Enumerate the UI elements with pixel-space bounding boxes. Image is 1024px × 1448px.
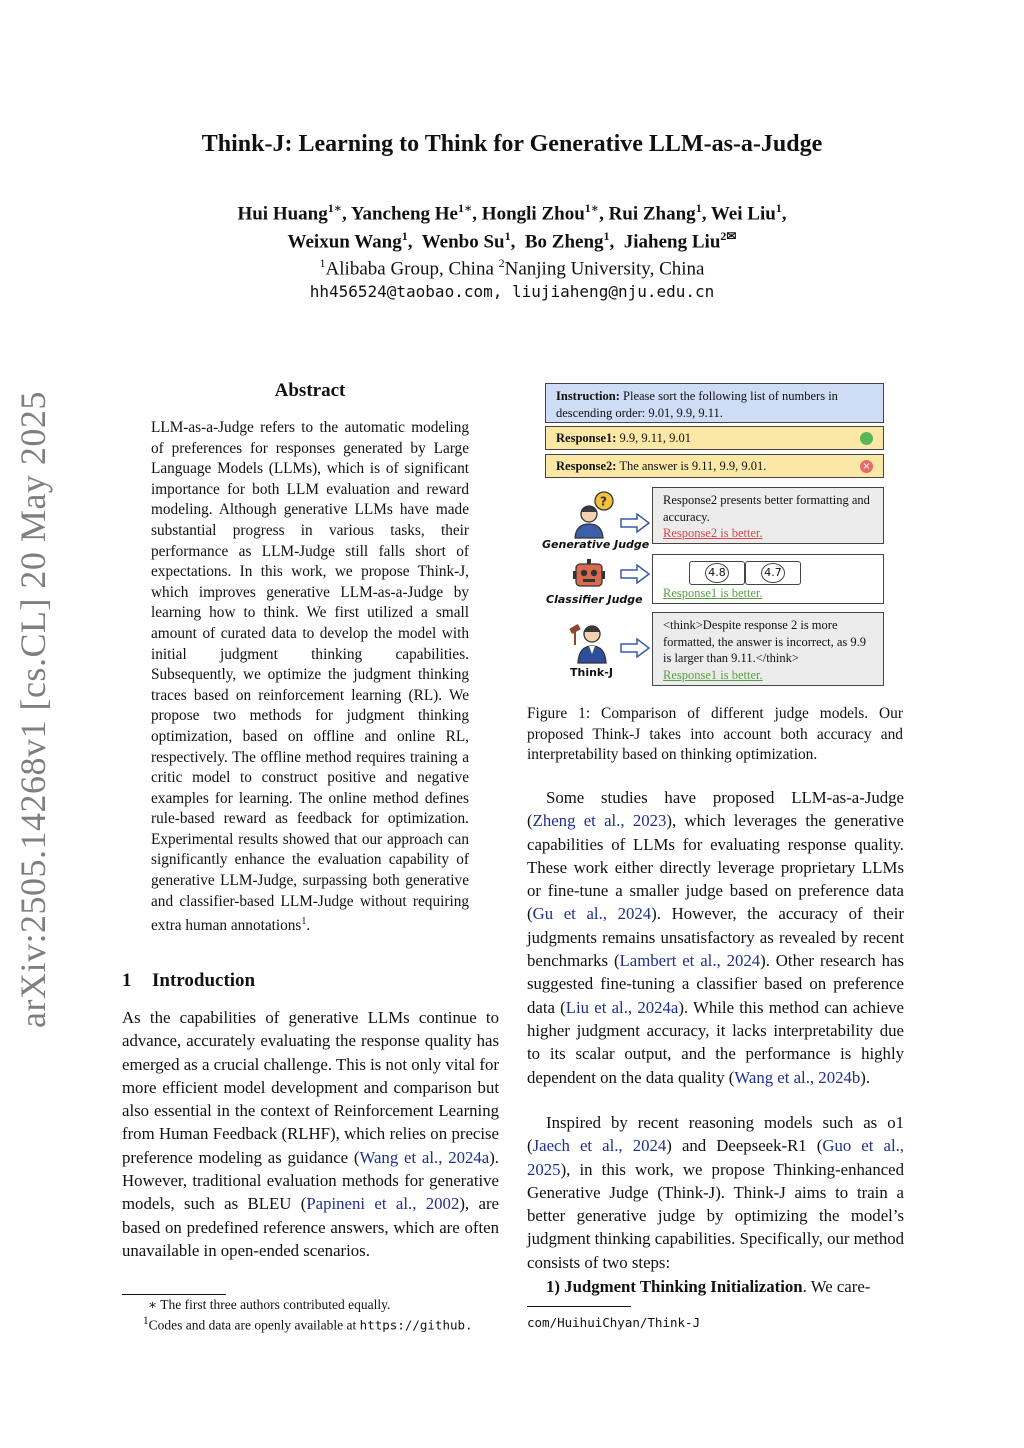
text-run: ).	[860, 1067, 871, 1087]
section-heading-introduction	[122, 970, 502, 992]
author-name: Wei Liu	[710, 203, 776, 225]
github-link-continuation[interactable]: com/HuihuiChyan/Think-J	[527, 1315, 701, 1330]
text-run: Some studies have proposed LLM-as-a-Judge (	[527, 788, 904, 831]
text-run: Inspired by recent reasoning models such as o1 (	[527, 1113, 904, 1156]
footnote-rule	[122, 1294, 226, 1295]
score-value: 4.8	[705, 563, 729, 583]
step-title: 1) Judgment Thinking Initialization	[546, 1277, 803, 1296]
footnote-text: Codes and data are openly available at	[148, 1317, 360, 1333]
footnote-sup: 1	[143, 1315, 149, 1327]
generative-judge-output	[652, 487, 884, 544]
classifier-verdict: Response1 is better.	[663, 586, 763, 600]
right-paragraph-3	[527, 1275, 904, 1298]
text-run: As the capabilities of generative LLMs continue to advance, accurately evaluating the response quality has emerged as a crucial challenge. This is not only vital for more efficient model development and comparison but also essential in the context of Reinforcement Learning from Human Feedback (RLHF), which relies on precise preference modeling as guidance (	[122, 1008, 499, 1167]
instruction-label: Instruction:	[556, 389, 620, 403]
classifier-judge-robot-icon	[572, 558, 608, 592]
citation-link[interactable]: Wang et al., 2024b	[734, 1067, 861, 1087]
affiliations	[0, 256, 1024, 280]
footnote-mark: 1	[301, 916, 307, 928]
arrow-right-icon	[620, 513, 650, 533]
github-link[interactable]: https://github.	[359, 1317, 473, 1333]
text-run: ) and Deepseek-R1 (	[666, 1136, 823, 1156]
author-sup: 1	[775, 201, 782, 215]
author-name: Jiaheng Liu	[623, 231, 721, 253]
section-title: Introduction	[152, 970, 256, 991]
score-box-response2	[745, 561, 801, 585]
author-sup: 2✉	[720, 229, 737, 243]
svg-text:?: ?	[600, 494, 607, 509]
intro-paragraph	[122, 1006, 499, 1262]
classifier-judge-label: Classifier Judge	[546, 593, 643, 606]
author-name: Wenbo Su	[421, 231, 505, 253]
abstract-end: .	[306, 917, 311, 935]
right-paragraph-1	[527, 786, 904, 1089]
author-name: Hongli Zhou	[481, 203, 585, 225]
classifier-judge-output	[652, 554, 884, 604]
author-sup: 1	[695, 201, 702, 215]
abstract-text	[151, 418, 469, 937]
arxiv-side-stamp: arXiv:2505.14268v1 [cs.CL] 20 May 2025	[13, 391, 53, 1028]
text-run: ). However, traditional evaluation methods for generative models, such as BLEU (	[122, 1147, 499, 1214]
author-sup: 1∗	[458, 201, 473, 215]
author-name: Rui Zhang	[608, 203, 696, 225]
thinkj-explanation: <think>Despite response 2 is more formatted, the answer is incorrect, as 9.9 is larger than 9.11.</think>	[663, 618, 867, 665]
footnote-1: ∗ The first three authors contributed equally.	[148, 1297, 391, 1312]
instruction-box	[545, 383, 884, 423]
citation-link[interactable]: Wang et al., 2024a	[359, 1147, 490, 1167]
author-name: Yancheng He	[350, 203, 458, 225]
citation-link[interactable]: Jaech et al., 2024	[532, 1136, 667, 1156]
citation-link[interactable]: Lambert et al., 2024	[619, 951, 761, 971]
author-sup: 1	[504, 229, 511, 243]
author-sup: 1∗	[584, 201, 600, 215]
thinkj-output	[652, 612, 884, 686]
author-name: Bo Zheng	[524, 231, 604, 253]
response2-text: The answer is 9.11, 9.9, 9.01.	[616, 459, 767, 473]
thinkj-label: Think-J	[570, 666, 613, 679]
generative-explanation: Response2 presents better formatting and accuracy.	[663, 493, 870, 524]
instruction-text: Please sort the following list of numbers in descending order: 9.01, 9.9, 9.11.	[556, 389, 838, 420]
affil-sup: 2	[498, 256, 505, 270]
author-line-2: Weixun Wang$^1$, Wenbo Su$^1$, Bo Zheng$^1$, Jiaheng Liu$^{2✉}$	[287, 229, 737, 253]
affil-sup: 1	[319, 256, 326, 270]
generative-judge-label: Generative Judge	[542, 538, 650, 551]
thinkj-verdict: Response1 is better.	[663, 667, 763, 682]
figure-caption: Figure 1: Comparison of different judge models. Our proposed Think-J takes into account both accuracy and interpretability based on thinking optimization.	[527, 705, 903, 764]
citation-link[interactable]: Papineni et al., 2002	[306, 1194, 460, 1214]
author-sup: 1	[603, 229, 610, 243]
arrow-right-icon	[620, 564, 650, 584]
affil-org-1: Alibaba Group, China	[325, 258, 499, 280]
paper-title: Think-J: Learning to Think for Generative LLM-as-a-Judge	[201, 131, 823, 157]
response2-label: Response2:	[556, 459, 617, 473]
cross-icon: ×	[860, 460, 873, 473]
citation-link[interactable]: Gu et al., 2024	[532, 904, 652, 924]
arrow-right-icon	[620, 638, 650, 658]
citation-link[interactable]: Liu et al., 2024a	[565, 997, 679, 1017]
response1-box	[545, 426, 884, 450]
citation-link[interactable]: Guo et al., 2025	[527, 1136, 905, 1179]
text-run: ), in this work, we propose Thinking-enhanced Generative Judge (Think-J). Think-J aims to train a better generative judge by optimizing the model’s judgment thinking capabilities. Specifically, our method consists of two steps:	[527, 1159, 904, 1272]
author-line-1: Hui Huang$^{1∗}$, Yancheng $He^{1∗}$, Hongli Zhou$^{1∗}$, Rui Zhang$^1$, Wei Liu$^1$,	[237, 201, 787, 225]
response1-label: Response1:	[556, 431, 617, 445]
text-run: ). While this method can achieve higher judgment accuracy, it lacks interpretability due to its scalar output, and the performance is highly dependent on the data quality (	[527, 997, 905, 1087]
generative-judge-person-icon	[568, 490, 616, 540]
abstract-heading: Abstract	[274, 380, 346, 401]
citation-link[interactable]: Zheng et al., 2023	[532, 811, 667, 831]
generative-verdict: Response2 is better.	[663, 526, 763, 540]
right-paragraph-2	[527, 1111, 904, 1274]
footnote-2	[143, 1315, 473, 1334]
author-sup: 1∗	[327, 201, 343, 215]
score-value: 4.7	[761, 563, 785, 583]
author-sup: 1	[401, 229, 408, 243]
text-run: ). Other research has suggested fine-tuning a classifier based on preference data (	[527, 951, 904, 1017]
thinkj-judge-icon	[568, 620, 612, 664]
score-box-response1	[689, 561, 745, 585]
response1-text: 9.9, 9.11, 9.01	[616, 431, 691, 445]
check-icon	[860, 432, 873, 445]
abstract-body: LLM-as-a-Judge refers to the automatic modeling of preferences for responses generated by Large Language Models (LLMs), which is of significant importance for both LLM evaluation and reward modeling. Although generative LLMs have made substantial progress in various tasks, their performance as LLM-Judge still falls short of expectations. In this work, we propose Think-J, which improves generative LLM-as-a-Judge by learning how to think. We first utilized a small amount of curated data to develop the model with initial judgment thinking capabilities. Subsequently, we optimize the judgment thinking traces based on reinforcement learning (RL). We propose two methods for judgment thinking optimization, based on offline and online RL, respectively. The offline method requires training a critic model to construct positive and negative examples for learning. The online method defines rule-based reward as feedback for optimization. Experimental results showed that our approach can significantly enhance the evaluation capability of generative LLM-Judge, surpassing both generative and classifier-based LLM-Judge without requiring extra human annotations	[151, 419, 469, 935]
response2-box	[545, 454, 884, 478]
author-name: Hui Huang	[237, 203, 328, 225]
author-emails: hh456524@taobao.com, liujiaheng@nju.edu.cn	[309, 282, 715, 301]
text-run: ), which leverages the generative capabilities of LLMs for evaluating response quality. These work either directly leverage proprietary LLMs or fine-tune a smaller judge based on preference data (	[527, 811, 904, 924]
text-run: ), are based on predefined reference answers, which are often unavailable in open-ended scenarios.	[122, 1194, 499, 1260]
affil-org-2: Nanjing University, China	[504, 258, 705, 280]
author-name: Weixun Wang	[287, 231, 402, 253]
footnote-rule	[527, 1306, 631, 1307]
text-run: ). However, the accuracy of their judgments remains unsatisfactory as revealed by recent benchmarks (	[527, 904, 904, 971]
text-run: . We care-	[802, 1277, 871, 1296]
section-number: 1	[122, 970, 132, 991]
